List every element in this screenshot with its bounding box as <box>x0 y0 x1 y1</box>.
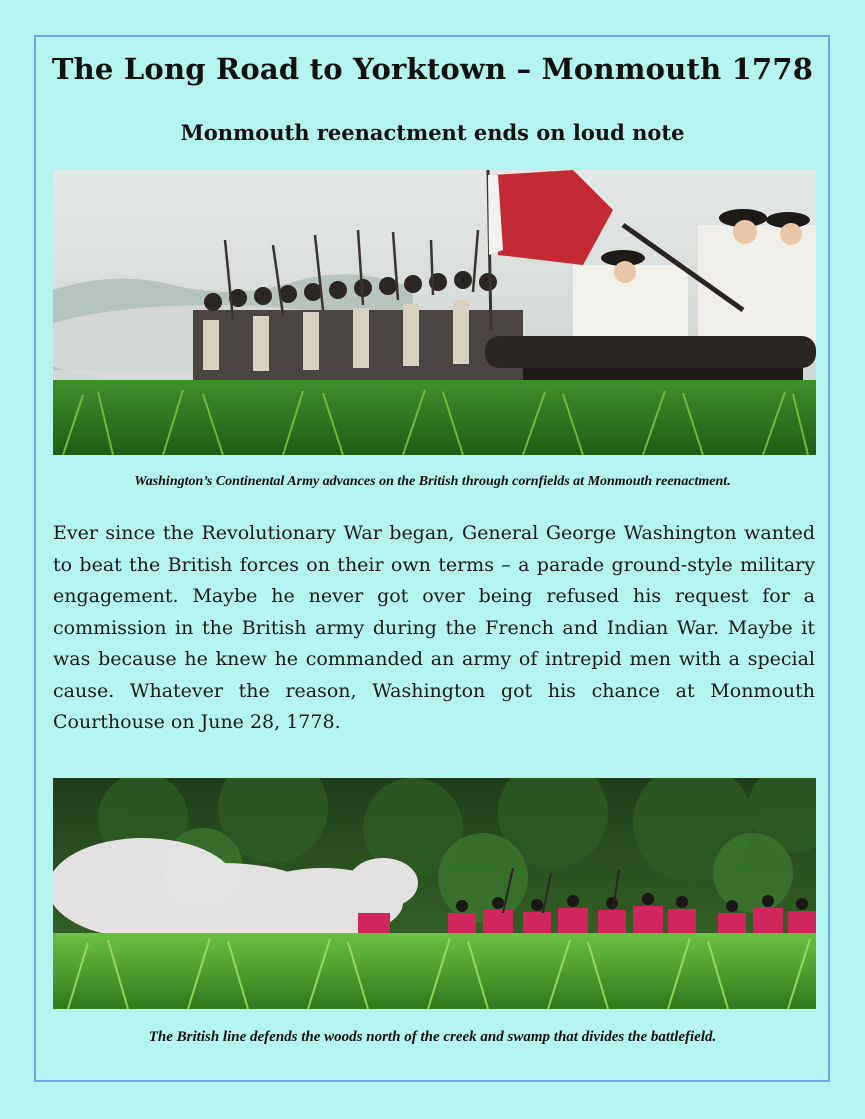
photo-british-line-illustration <box>53 778 816 1009</box>
photo-caption-2: The British line defends the woods north of the creek and swamp that divides the battlefield. <box>148 1029 717 1045</box>
page-title: The Long Road to Yorktown – Monmouth 1778 <box>51 52 814 86</box>
photo-continental-army-illustration <box>53 170 816 455</box>
photo-caption-1: Washington’s Continental Army advances on the British through cornfields at Monmouth reenactment. <box>134 474 731 489</box>
article-body: Ever since the Revolutionary War began, General George Washington wanted to beat the British forces on their own terms – a parade ground-style military engagement. Maybe he never got over being refused his request for a commission in the British army during the French and Indian War. Maybe it was because he knew he commanded an army of intrepid men with a special cause. Whatever the reason, Washington got his chance at Monmouth Courthouse on June 28, 1778. <box>53 522 815 733</box>
photo-continental-army <box>53 170 816 455</box>
photo-british-line <box>53 778 816 1009</box>
page-subtitle: Monmouth reenactment ends on loud note <box>180 120 685 145</box>
